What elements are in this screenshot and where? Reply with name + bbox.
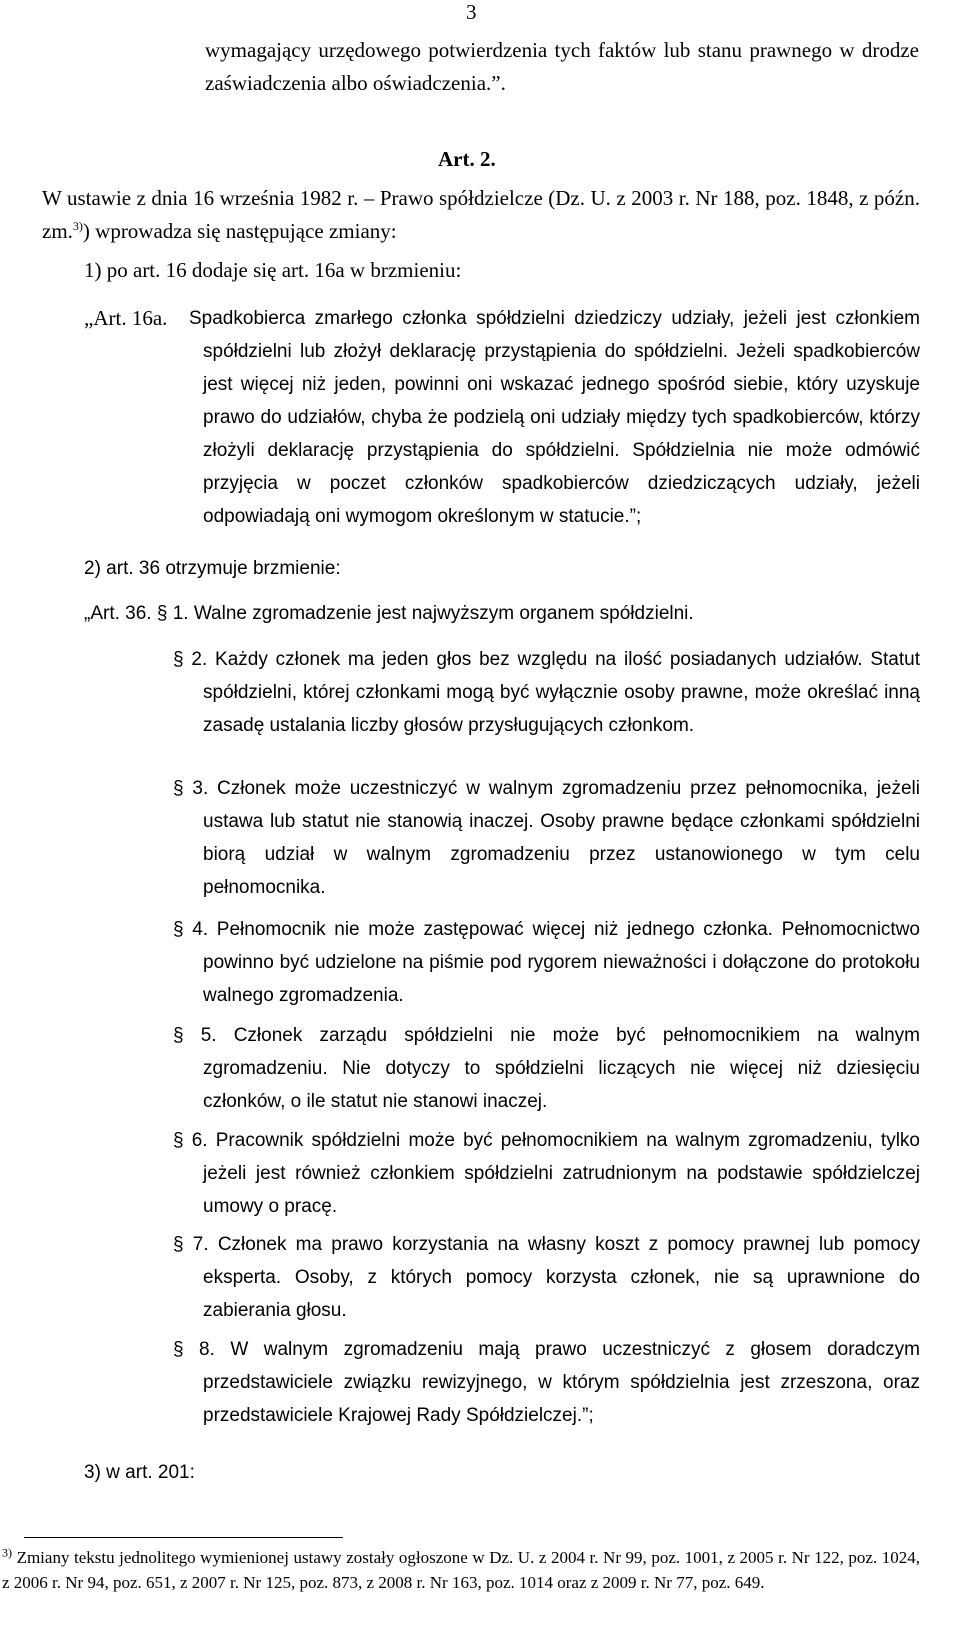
- footnote: [2, 1545, 920, 1595]
- art36-section-6: § 6. Pracownik spółdzielni może być pełnomocnikiem na walnym zgromadzeniu, tylko jeżeli jest również członkiem spółdzielni zatrudnionym na podstawie spółdzielczej umowy o pracę.: [173, 1130, 920, 1217]
- art36-section-4: § 4. Pełnomocnik nie może zastępować więcej niż jednego członka. Pełnomocnictwo powinno być udzielone na piśmie pod rygorem nieważności i dołączone do protokołu walnego zgromadzenia.: [173, 919, 920, 1006]
- article-intro: [42, 182, 920, 248]
- art16a-label: „Art. 16a.: [84, 306, 168, 330]
- footnote-separator: [24, 1537, 343, 1538]
- footnote-reference: 3): [72, 219, 83, 233]
- amendment-item-1: 1) po art. 16 dodaje się art. 16a w brzmieniu:: [84, 258, 462, 282]
- art36-section-3: § 3. Członek może uczestniczyć w walnym zgromadzeniu przez pełnomocnika, jeżeli ustawa lub statut nie stanowią inaczej. Osoby prawne będące członkami spółdzielni biorą udział w walnym zgromadzeniu przez ustanowionego w tym celu pełnomocnika.: [173, 778, 920, 898]
- footnote-marker: 3): [2, 1545, 12, 1560]
- continuation-paragraph: wymagający urzędowego potwierdzenia tych faktów lub stanu prawnego w drodze zaświadczenia albo oświadczenia.”.: [205, 38, 919, 95]
- article-heading: Art. 2.: [438, 147, 496, 171]
- art36-section-1: „Art. 36. § 1. Walne zgromadzenie jest najwyższym organem spółdzielni.: [84, 603, 694, 624]
- amendment-item-3: 3) w art. 201:: [84, 1462, 195, 1483]
- footnote-text: Zmiany tekstu jednolitego wymienionej ustawy zostały ogłoszone w Dz. U. z 2004 r. Nr 99, poz. 1001, z 2005 r. Nr 122, poz. 1024, z 2006 r. Nr 94, poz. 651, z 2007 r. Nr 125, poz. 873, z 2008 r. Nr 163, poz. 1014 oraz z 2009 r. Nr 77, poz. 649.: [2, 1548, 921, 1592]
- art36-section-5: § 5. Członek zarządu spółdzielni nie może być pełnomocnikiem na walnym zgromadzeniu. Nie dotyczy to spółdzielni liczących nie więcej niż dziesięciu członków, o ile statut nie stanowi inaczej.: [173, 1025, 920, 1112]
- art36-section-7: § 7. Członek ma prawo korzystania na własny koszt z pomocy prawnej lub pomocy eksperta. Osoby, z których pomocy korzysta członek, nie są uprawnione do zabierania głosu.: [173, 1234, 920, 1321]
- amendment-item-2: 2) art. 36 otrzymuje brzmienie:: [84, 558, 341, 579]
- page-number: 3: [466, 0, 477, 24]
- art36-section-2: § 2. Każdy członek ma jeden głos bez względu na ilość posiadanych udziałów. Statut spółdzielni, której członkami mogą być wyłącznie osoby prawne, może określać inną zasadę ustalania liczby głosów przysługujących członkom.: [173, 649, 920, 736]
- article-intro-text-end: ) wprowadza się następujące zmiany:: [82, 219, 397, 243]
- art16a-text: Spadkobierca zmarłego członka spółdzielni dziedziczy udziały, jeżeli jest członkiem spółdzielni lub złożył deklarację przystąpienia do spółdzielni. Jeżeli spadkobierców jest więcej niż jeden, powinni oni wskazać jednego spośród siebie, który uzyskuje prawo do udziałów, chyba że podzielą oni udziały między tych spadkobierców, którzy złożyli deklarację przystąpienia do spółdzielni. Spółdzielnia nie może odmówić przyjęcia w poczet członków spadkobierców dziedziczących udziały, jeżeli odpowiadają oni wymogom określonym w statucie.”;: [189, 308, 920, 527]
- article-intro-text: W ustawie z dnia 16 września 1982 r. – Prawo spółdzielcze (Dz. U. z 2003 r. Nr 188, poz. 1848, z późn. zm.: [42, 186, 920, 243]
- art36-section-8: § 8. W walnym zgromadzeniu mają prawo uczestniczyć z głosem doradczym przedstawiciele związku rewizyjnego, w którym spółdzielnia jest zrzeszona, oraz przedstawiciele Krajowej Rady Spółdzielczej.”;: [173, 1339, 920, 1426]
